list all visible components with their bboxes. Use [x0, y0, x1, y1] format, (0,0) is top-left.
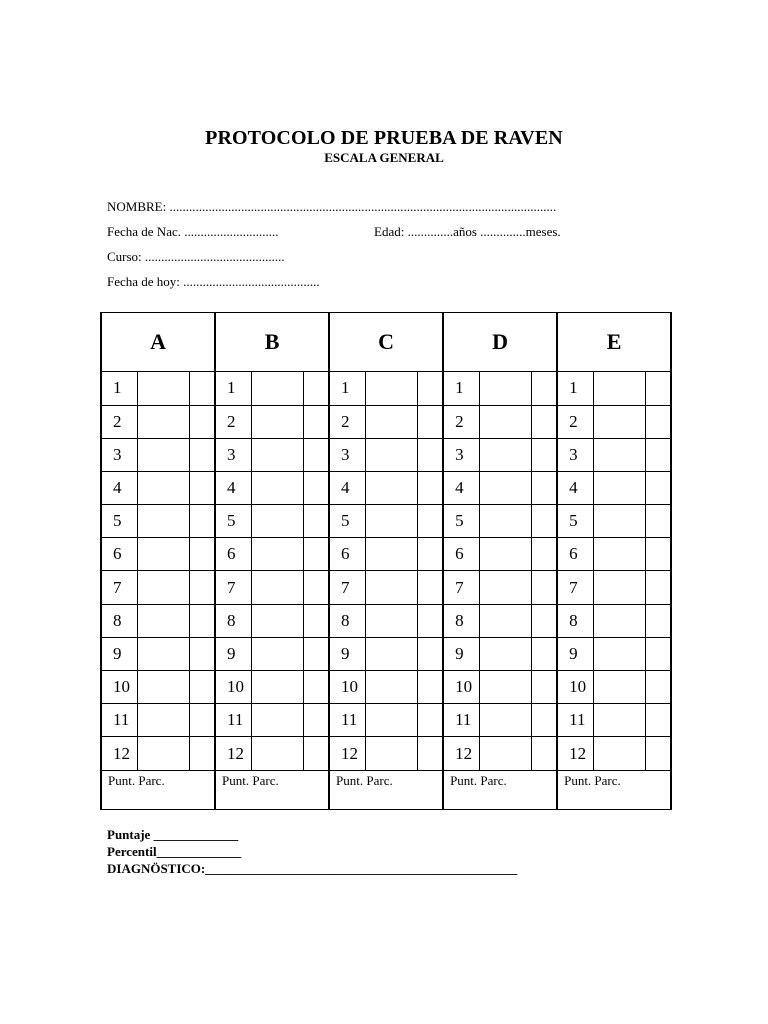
answer-cell[interactable]	[137, 372, 189, 405]
item-number: 9	[557, 637, 593, 670]
points-cell[interactable]	[189, 471, 215, 504]
points-cell[interactable]	[303, 471, 329, 504]
points-cell[interactable]	[645, 405, 671, 438]
item-number: 2	[101, 405, 137, 438]
answer-cell[interactable]	[251, 737, 303, 770]
item-row	[101, 637, 671, 670]
item-row	[101, 571, 671, 604]
curso-field: Curso: ...........................................	[107, 249, 285, 264]
points-cell[interactable]	[417, 372, 443, 405]
item-number: 11	[101, 704, 137, 737]
item-number: 2	[215, 405, 251, 438]
answer-cell[interactable]	[251, 637, 303, 670]
points-cell[interactable]	[531, 405, 557, 438]
answer-cell[interactable]	[479, 604, 531, 637]
answer-cell[interactable]	[365, 505, 417, 538]
item-number: 3	[329, 438, 365, 471]
points-cell[interactable]	[189, 704, 215, 737]
points-cell[interactable]	[417, 505, 443, 538]
document-title: PROTOCOLO DE PRUEBA DE RAVEN	[205, 127, 563, 149]
points-cell[interactable]	[531, 505, 557, 538]
item-row	[101, 671, 671, 704]
answer-cell[interactable]	[365, 604, 417, 637]
series-header-row	[101, 313, 671, 372]
points-cell[interactable]	[645, 571, 671, 604]
item-row	[101, 704, 671, 737]
answer-cell[interactable]	[251, 438, 303, 471]
points-cell[interactable]	[645, 604, 671, 637]
points-cell[interactable]	[645, 471, 671, 504]
points-cell[interactable]	[645, 372, 671, 405]
answer-cell[interactable]	[593, 571, 645, 604]
partial-score-a[interactable]: Punt. Parc.	[101, 770, 215, 809]
points-cell[interactable]	[417, 737, 443, 770]
points-cell[interactable]	[417, 471, 443, 504]
answer-cell[interactable]	[137, 604, 189, 637]
item-number: 11	[329, 704, 365, 737]
points-cell[interactable]	[645, 438, 671, 471]
answer-cell[interactable]	[479, 505, 531, 538]
points-cell[interactable]	[531, 671, 557, 704]
points-cell[interactable]	[531, 438, 557, 471]
answer-cell[interactable]	[137, 737, 189, 770]
document-subtitle: ESCALA GENERAL	[324, 150, 444, 165]
points-cell[interactable]	[303, 704, 329, 737]
answer-cell[interactable]	[365, 438, 417, 471]
answer-cell[interactable]	[593, 505, 645, 538]
item-number: 7	[101, 571, 137, 604]
points-cell[interactable]	[189, 637, 215, 670]
points-cell[interactable]	[645, 737, 671, 770]
points-cell[interactable]	[645, 704, 671, 737]
series-header-d: D	[443, 313, 557, 372]
answer-cell[interactable]	[137, 571, 189, 604]
item-number: 1	[329, 372, 365, 405]
points-cell[interactable]	[303, 604, 329, 637]
item-number: 6	[329, 538, 365, 571]
points-cell[interactable]	[189, 505, 215, 538]
points-cell[interactable]	[531, 637, 557, 670]
points-cell[interactable]	[189, 438, 215, 471]
answer-cell[interactable]	[365, 471, 417, 504]
item-number: 12	[329, 737, 365, 770]
series-header-e: E	[557, 313, 671, 372]
points-cell[interactable]	[531, 704, 557, 737]
partial-score-row	[101, 770, 671, 809]
answer-cell[interactable]	[365, 637, 417, 670]
answer-cell[interactable]	[593, 671, 645, 704]
points-cell[interactable]	[303, 438, 329, 471]
fecha-nac-field: Fecha de Nac. .............................	[107, 224, 279, 239]
item-number: 7	[557, 571, 593, 604]
answer-cell[interactable]	[479, 438, 531, 471]
item-number: 2	[443, 405, 479, 438]
answer-cell[interactable]	[137, 405, 189, 438]
nombre-field: NOMBRE: .......................................................................................................................	[107, 199, 557, 214]
item-number: 8	[329, 604, 365, 637]
points-cell[interactable]	[303, 538, 329, 571]
item-number: 1	[557, 372, 593, 405]
item-number: 5	[215, 505, 251, 538]
answer-cell[interactable]	[137, 471, 189, 504]
answer-cell[interactable]	[479, 637, 531, 670]
series-header-c: C	[329, 313, 443, 372]
answer-cell[interactable]	[251, 372, 303, 405]
points-cell[interactable]	[417, 604, 443, 637]
answer-cell[interactable]	[593, 637, 645, 670]
item-row	[101, 372, 671, 405]
points-cell[interactable]	[531, 372, 557, 405]
answer-cell[interactable]	[365, 737, 417, 770]
item-number: 11	[557, 704, 593, 737]
item-number: 1	[215, 372, 251, 405]
points-cell[interactable]	[189, 671, 215, 704]
item-number: 8	[557, 604, 593, 637]
answer-cell[interactable]	[137, 538, 189, 571]
series-header-a: A	[101, 313, 215, 372]
answer-cell[interactable]	[365, 372, 417, 405]
item-row	[101, 505, 671, 538]
item-number: 5	[101, 505, 137, 538]
item-number: 1	[101, 372, 137, 405]
answer-cell[interactable]	[593, 405, 645, 438]
item-number: 7	[215, 571, 251, 604]
points-cell[interactable]	[303, 372, 329, 405]
item-number: 9	[101, 637, 137, 670]
diagnostico-line: DIAGNÖSTICO:________________________________________________	[107, 861, 518, 876]
answer-cell[interactable]	[251, 704, 303, 737]
answer-cell[interactable]	[251, 604, 303, 637]
points-cell[interactable]	[645, 505, 671, 538]
item-row	[101, 737, 671, 770]
item-number: 7	[329, 571, 365, 604]
answer-cell[interactable]	[137, 505, 189, 538]
points-cell[interactable]	[303, 505, 329, 538]
item-number: 6	[215, 538, 251, 571]
points-cell[interactable]	[531, 571, 557, 604]
partial-score-e[interactable]: Punt. Parc.	[557, 770, 671, 809]
item-number: 5	[443, 505, 479, 538]
answer-cell[interactable]	[479, 538, 531, 571]
answer-cell[interactable]	[137, 438, 189, 471]
answer-cell[interactable]	[137, 704, 189, 737]
item-number: 3	[215, 438, 251, 471]
answer-cell[interactable]	[365, 704, 417, 737]
item-number: 9	[329, 637, 365, 670]
answer-grid	[100, 312, 672, 810]
points-cell[interactable]	[417, 405, 443, 438]
points-cell[interactable]	[645, 637, 671, 670]
points-cell[interactable]	[531, 737, 557, 770]
points-cell[interactable]	[189, 372, 215, 405]
points-cell[interactable]	[531, 604, 557, 637]
points-cell[interactable]	[417, 538, 443, 571]
item-number: 12	[443, 737, 479, 770]
answer-cell[interactable]	[365, 538, 417, 571]
answer-cell[interactable]	[251, 671, 303, 704]
points-cell[interactable]	[417, 671, 443, 704]
answer-cell[interactable]	[365, 571, 417, 604]
item-number: 6	[443, 538, 479, 571]
item-number: 3	[557, 438, 593, 471]
points-cell[interactable]	[303, 671, 329, 704]
item-number: 11	[215, 704, 251, 737]
edad-field: Edad: ..............años ..............meses.	[374, 224, 561, 239]
points-cell[interactable]	[303, 737, 329, 770]
item-number: 4	[215, 471, 251, 504]
points-cell[interactable]	[645, 538, 671, 571]
points-cell[interactable]	[417, 637, 443, 670]
answer-cell[interactable]	[365, 405, 417, 438]
fecha-hoy-field: Fecha de hoy: ..........................................	[107, 274, 320, 289]
item-number: 10	[557, 671, 593, 704]
item-number: 3	[443, 438, 479, 471]
item-number: 7	[443, 571, 479, 604]
answer-cell[interactable]	[593, 604, 645, 637]
item-number: 9	[443, 637, 479, 670]
answer-cell[interactable]	[593, 372, 645, 405]
item-number: 4	[329, 471, 365, 504]
item-number: 10	[215, 671, 251, 704]
item-row	[101, 471, 671, 504]
item-number: 5	[557, 505, 593, 538]
item-number: 5	[329, 505, 365, 538]
points-cell[interactable]	[303, 637, 329, 670]
points-cell[interactable]	[531, 471, 557, 504]
answer-cell[interactable]	[479, 372, 531, 405]
item-number: 10	[329, 671, 365, 704]
partial-score-c[interactable]: Punt. Parc.	[329, 770, 443, 809]
item-number: 8	[101, 604, 137, 637]
points-cell[interactable]	[189, 405, 215, 438]
answer-cell[interactable]	[479, 737, 531, 770]
partial-score-b[interactable]: Punt. Parc.	[215, 770, 329, 809]
answer-cell[interactable]	[593, 538, 645, 571]
answer-cell[interactable]	[479, 704, 531, 737]
puntaje-line: Puntaje _____________	[107, 827, 239, 842]
answer-cell[interactable]	[137, 637, 189, 670]
answer-cell[interactable]	[593, 438, 645, 471]
item-number: 4	[557, 471, 593, 504]
item-number: 11	[443, 704, 479, 737]
answer-cell[interactable]	[479, 405, 531, 438]
item-number: 4	[101, 471, 137, 504]
percentil-line: Percentil_____________	[107, 844, 242, 859]
item-number: 6	[557, 538, 593, 571]
item-number: 1	[443, 372, 479, 405]
item-number: 12	[557, 737, 593, 770]
points-cell[interactable]	[417, 438, 443, 471]
points-cell[interactable]	[189, 604, 215, 637]
item-number: 10	[443, 671, 479, 704]
item-number: 6	[101, 538, 137, 571]
points-cell[interactable]	[303, 405, 329, 438]
item-row	[101, 405, 671, 438]
item-row	[101, 604, 671, 637]
item-number: 9	[215, 637, 251, 670]
points-cell[interactable]	[417, 571, 443, 604]
answer-cell[interactable]	[251, 571, 303, 604]
answer-cell[interactable]	[365, 671, 417, 704]
item-number: 12	[101, 737, 137, 770]
points-cell[interactable]	[189, 571, 215, 604]
points-cell[interactable]	[417, 704, 443, 737]
answer-cell[interactable]	[593, 471, 645, 504]
answer-cell[interactable]	[251, 538, 303, 571]
points-cell[interactable]	[303, 571, 329, 604]
item-number: 10	[101, 671, 137, 704]
item-number: 2	[557, 405, 593, 438]
item-number: 2	[329, 405, 365, 438]
item-number: 8	[443, 604, 479, 637]
points-cell[interactable]	[531, 538, 557, 571]
points-cell[interactable]	[645, 671, 671, 704]
answer-cell[interactable]	[251, 405, 303, 438]
answer-cell[interactable]	[137, 671, 189, 704]
item-number: 3	[101, 438, 137, 471]
answer-cell[interactable]	[479, 571, 531, 604]
points-cell[interactable]	[189, 737, 215, 770]
answer-cell[interactable]	[479, 471, 531, 504]
answer-cell[interactable]	[251, 471, 303, 504]
answer-cell[interactable]	[251, 505, 303, 538]
points-cell[interactable]	[189, 538, 215, 571]
item-number: 4	[443, 471, 479, 504]
answer-cell[interactable]	[593, 704, 645, 737]
answer-cell[interactable]	[479, 671, 531, 704]
item-row	[101, 438, 671, 471]
item-number: 8	[215, 604, 251, 637]
partial-score-d[interactable]: Punt. Parc.	[443, 770, 557, 809]
answer-cell[interactable]	[593, 737, 645, 770]
series-header-b: B	[215, 313, 329, 372]
item-number: 12	[215, 737, 251, 770]
item-row	[101, 538, 671, 571]
